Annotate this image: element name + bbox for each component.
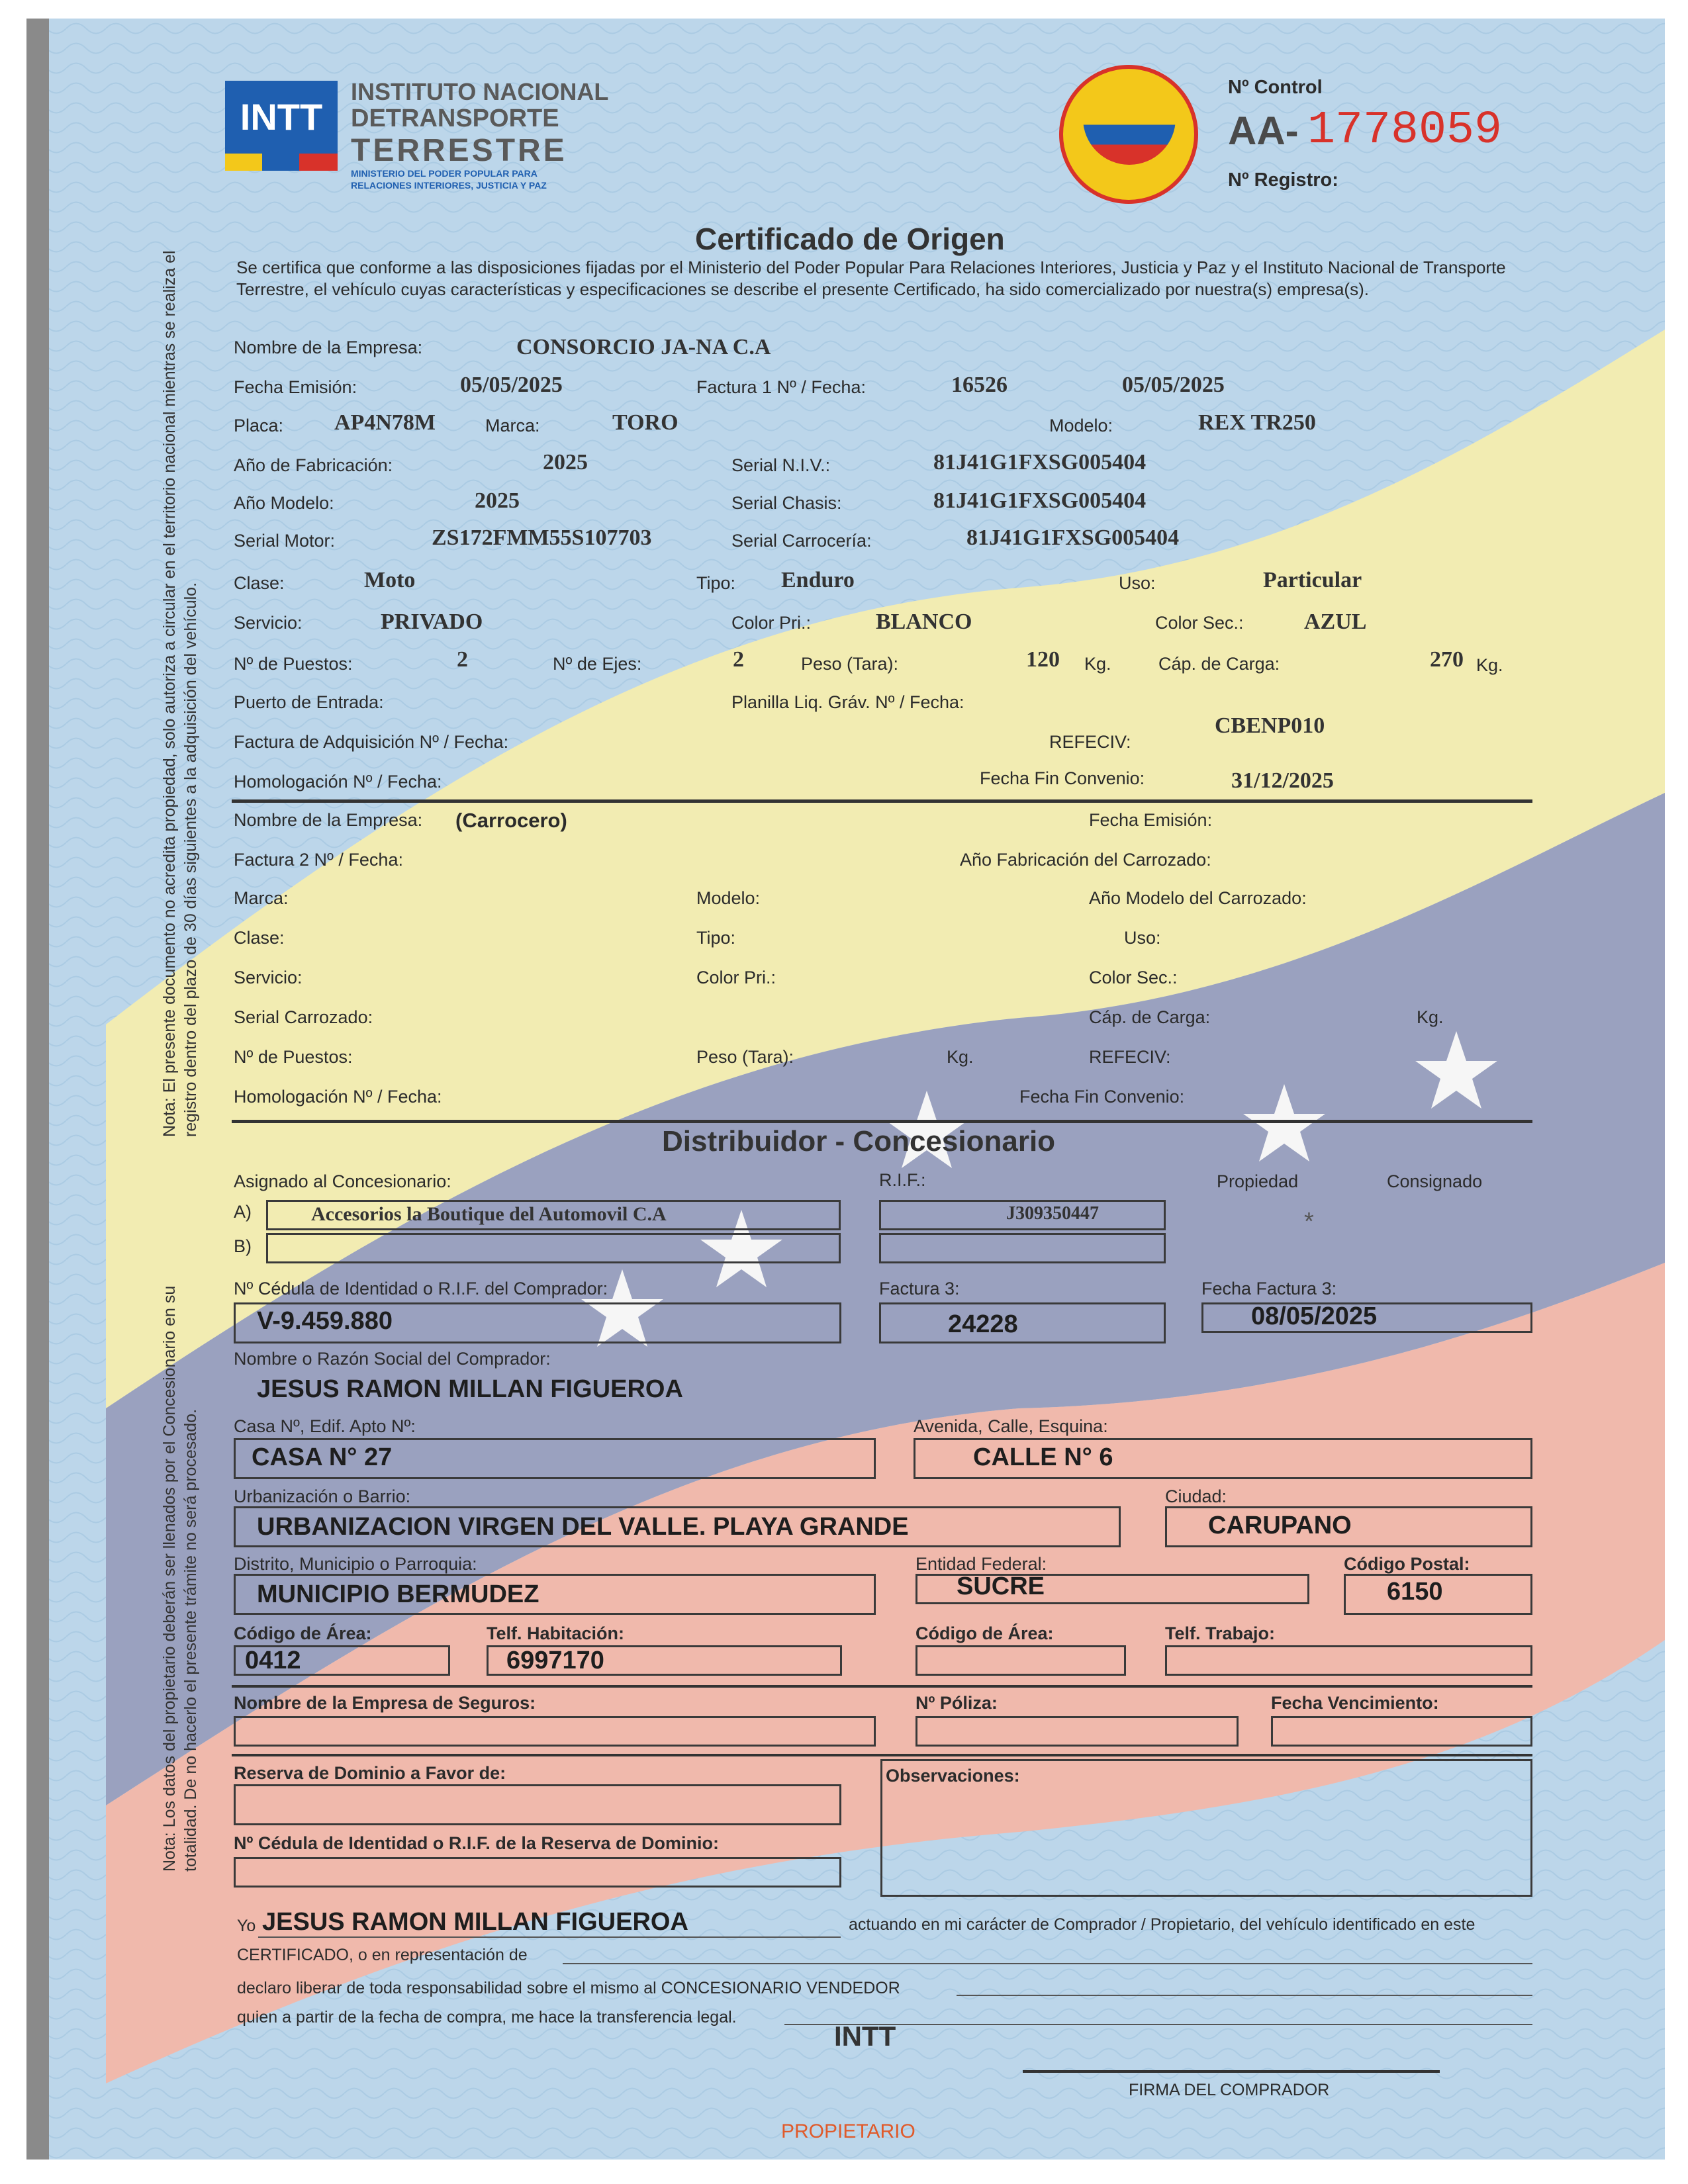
carrocero-fecha-emision-label: Fecha Emisión:: [1089, 810, 1213, 830]
control-prefix: AA-: [1228, 109, 1299, 153]
casa-value: CASA N° 27: [252, 1443, 393, 1471]
dealer-a-propiedad-mark: *: [1304, 1208, 1314, 1236]
decl-line3: declaro liberar de toda responsabilidad sobre el mismo al CONCESIONARIO VENDEDOR: [237, 1979, 900, 1997]
placa-label: Placa:: [234, 416, 284, 435]
marca-label: Marca:: [485, 416, 540, 435]
carrocero-empresa-label: Nombre de la Empresa:: [234, 810, 423, 830]
intro-text: Se certifica que conforme a las disposiciones fijadas por el Ministerio del Poder Popular Para Relaciones Interiores, Justicia y Paz y el Instituto Nacional de Transporte Terrestre, el vehículo cuyas características y especificaciones se describe el presente Certificado, ha sido comercializado por nuestra(s) empresa(s).: [236, 257, 1506, 299]
carrocero-clase-label: Clase:: [234, 928, 285, 948]
decl-line2-rule: [563, 1963, 1532, 1964]
serial-niv-value: 81J41G1FXSG005404: [933, 450, 1147, 475]
color-sec-label: Color Sec.:: [1155, 613, 1244, 633]
planilla-label: Planilla Liq. Gráv. Nº / Fecha:: [731, 692, 964, 712]
color-pri-label: Color Pri.:: [731, 613, 812, 633]
cap-carga-label: Cáp. de Carga:: [1158, 654, 1280, 674]
distrito-value: MUNICIPIO BERMUDEZ: [257, 1580, 539, 1608]
carrocero-fecha-fin-label: Fecha Fin Convenio:: [1019, 1087, 1185, 1107]
area2-label: Código de Área:: [915, 1623, 1054, 1643]
serial-chasis-value: 81J41G1FXSG005404: [933, 488, 1147, 513]
telf-trabajo-label: Telf. Trabajo:: [1165, 1623, 1276, 1643]
decl-intt: INTT: [834, 2021, 896, 2052]
asignado-label: Asignado al Concesionario:: [234, 1171, 451, 1191]
carrocero-servicio-label: Servicio:: [234, 968, 303, 987]
carrocero-anio-modelo-label: Año Modelo del Carrozado:: [1089, 888, 1307, 908]
dealer-a-name: Accesorios la Boutique del Automovil C.A: [311, 1203, 667, 1225]
area1-value: 0412: [245, 1647, 301, 1674]
dealer-section-title: Distribuidor - Concesionario: [662, 1125, 1056, 1158]
carrocero-cap-carga-label: Cáp. de Carga:: [1089, 1007, 1211, 1027]
copy-label: PROPIETARIO: [781, 2120, 915, 2142]
serial-carroceria-value: 81J41G1FXSG005404: [966, 525, 1180, 550]
urbanizacion-label: Urbanización o Barrio:: [234, 1486, 411, 1506]
reserva-label: Reserva de Dominio a Favor de:: [234, 1763, 506, 1783]
uso-value: Particular: [1263, 568, 1362, 592]
row-b-label: B): [234, 1236, 252, 1256]
observaciones-label: Observaciones:: [886, 1766, 1020, 1786]
puestos-value: 2: [457, 647, 468, 672]
distrito-label: Distrito, Municipio o Parroquia:: [234, 1554, 477, 1574]
divider-vehicle: [232, 799, 1532, 803]
ministry-seal: [1059, 65, 1198, 204]
propiedad-label: Propiedad: [1217, 1171, 1299, 1191]
factura1-fecha: 05/05/2025: [1122, 373, 1225, 397]
refeciv-value: CBENP010: [1215, 713, 1325, 738]
telf-hab-label: Telf. Habitación:: [487, 1623, 625, 1643]
document-title: Certificado de Origen: [695, 222, 1005, 256]
cap-carga-kg: Kg.: [1476, 655, 1503, 675]
postal-value: 6150: [1387, 1578, 1443, 1606]
dealer-b-name-box[interactable]: [266, 1233, 841, 1263]
avenida-value: CALLE N° 6: [973, 1443, 1113, 1471]
peso-kg: Kg.: [1084, 654, 1111, 674]
poliza-box[interactable]: [915, 1716, 1239, 1747]
institute-line1: INSTITUTO NACIONAL: [351, 78, 609, 105]
intt-logo: [225, 74, 609, 193]
carrocero-serial-label: Serial Carrozado:: [234, 1007, 373, 1027]
carrocero-cap-kg: Kg.: [1417, 1007, 1444, 1027]
area1-label: Código de Área:: [234, 1623, 372, 1643]
factura3-box[interactable]: [879, 1302, 1166, 1343]
anio-modelo-value: 2025: [475, 488, 520, 513]
reserva-cedula-label: Nº Cédula de Identidad o R.I.F. de la Reserva de Dominio:: [234, 1833, 719, 1853]
carrocero-tipo-label: Tipo:: [696, 928, 736, 948]
fecha-factura3-value: 08/05/2025: [1251, 1302, 1378, 1330]
color-sec-value: AZUL: [1304, 610, 1367, 634]
row-a-label: A): [234, 1202, 252, 1222]
side-note-top: Nota: El presente documento no acredita propiedad, solo autoriza a circular en el territorio nacional mientras se realiza el registro dentro del plazo de 30 días siguientes a la adquisición del vehículo.: [160, 250, 200, 1137]
carrocero-anio-fab-label: Año Fabricación del Carrozado:: [960, 850, 1211, 870]
decl-line1-end: actuando en mi carácter de Comprador / Propietario, del vehículo identificado en este: [849, 1915, 1476, 1934]
firma-label: FIRMA DEL COMPRADOR: [1129, 2081, 1330, 2099]
serial-carroceria-label: Serial Carrocería:: [731, 531, 872, 551]
carrocero-hint: (Carrocero): [455, 809, 567, 832]
cedula-value: V-9.459.880: [257, 1307, 393, 1335]
signature-line: [1023, 2070, 1440, 2073]
ciudad-label: Ciudad:: [1165, 1486, 1227, 1506]
entidad-label: Entidad Federal:: [915, 1554, 1047, 1574]
carrocero-color-sec-label: Color Sec.:: [1089, 968, 1178, 987]
dealer-a-rif: J309350447: [1006, 1203, 1099, 1224]
consignado-label: Consignado: [1387, 1171, 1483, 1191]
institute-line3: TERRESTRE: [351, 133, 567, 168]
serial-motor-value: ZS172FMM55S107703: [432, 525, 652, 550]
factura3-value: 24228: [948, 1310, 1018, 1338]
institute-line2: DETRANSPORTE: [351, 105, 559, 132]
factura1-label: Factura 1 Nº / Fecha:: [696, 377, 866, 397]
marca-value: TORO: [612, 410, 679, 435]
servicio-label: Servicio:: [234, 613, 303, 633]
fecha-emision-label: Fecha Emisión:: [234, 377, 357, 397]
urbanizacion-value: URBANIZACION VIRGEN DEL VALLE. PLAYA GRANDE: [257, 1513, 909, 1541]
serial-chasis-label: Serial Chasis:: [731, 493, 842, 513]
carrocero-peso-kg: Kg.: [947, 1047, 974, 1067]
carrocero-marca-label: Marca:: [234, 888, 289, 908]
modelo-value: REX TR250: [1198, 410, 1316, 435]
nombre-label: Nombre o Razón Social del Comprador:: [234, 1349, 551, 1369]
carrocero-uso-label: Uso:: [1124, 928, 1161, 948]
certificate-paper: [26, 19, 1665, 2160]
empresa-value: CONSORCIO JA-NA C.A: [516, 335, 771, 359]
anio-modelo-label: Año Modelo:: [234, 493, 334, 513]
casa-label: Casa Nº, Edif. Apto Nº:: [234, 1416, 416, 1436]
decl-yo: Yo: [237, 1917, 256, 1935]
vencimiento-box[interactable]: [1271, 1716, 1532, 1747]
logo-flag-stripe: [225, 154, 338, 171]
registro-label: Nº Registro:: [1228, 169, 1338, 191]
cedula-label: Nº Cédula de Identidad o R.I.F. del Comprador:: [234, 1279, 608, 1298]
factura2-label: Factura 2 Nº / Fecha:: [234, 850, 403, 870]
area2-box[interactable]: [915, 1645, 1126, 1676]
factura-adq-label: Factura de Adquisición Nº / Fecha:: [234, 732, 509, 752]
uso-label: Uso:: [1119, 573, 1156, 593]
decl-line3-rule: [957, 1995, 1532, 1996]
ministry-line2: RELACIONES INTERIORES, JUSTICIA Y PAZ: [351, 180, 547, 191]
reserva-box[interactable]: [234, 1784, 841, 1825]
vencimiento-label: Fecha Vencimiento:: [1271, 1693, 1439, 1713]
color-pri-value: BLANCO: [876, 610, 972, 634]
intt-badge: INTT: [225, 81, 338, 154]
tipo-value: Enduro: [781, 568, 855, 592]
anio-fab-value: 2025: [543, 450, 588, 475]
anio-fab-label: Año de Fabricación:: [234, 455, 393, 475]
factura1-num: 16526: [951, 373, 1008, 397]
divider-carrocero: [232, 1120, 1532, 1123]
seguros-box[interactable]: [234, 1716, 876, 1747]
homologacion-label: Homologación Nº / Fecha:: [234, 772, 442, 792]
telf-hab-value: 6997170: [506, 1647, 604, 1674]
carrocero-peso-label: Peso (Tara):: [696, 1047, 794, 1067]
decl-name-line: [258, 1936, 841, 1938]
puerto-label: Puerto de Entrada:: [234, 692, 384, 712]
clase-value: Moto: [364, 568, 416, 592]
fecha-fin-value: 31/12/2025: [1231, 768, 1334, 793]
empresa-label: Nombre de la Empresa:: [234, 338, 423, 357]
carrocero-modelo-label: Modelo:: [696, 888, 761, 908]
serial-niv-label: Serial N.I.V.:: [731, 455, 831, 475]
factura3-label: Factura 3:: [879, 1279, 960, 1298]
rif-label: R.I.F.:: [879, 1170, 926, 1190]
divider-seguros: [232, 1754, 1532, 1756]
refeciv-label: REFECIV:: [1049, 732, 1131, 752]
decl-line4-rule: [784, 2024, 1532, 2025]
clase-label: Clase:: [234, 573, 285, 593]
modelo-label: Modelo:: [1049, 416, 1113, 435]
puestos-label: Nº de Puestos:: [234, 654, 353, 674]
tipo-label: Tipo:: [696, 573, 736, 593]
fecha-factura3-label: Fecha Factura 3:: [1201, 1279, 1337, 1298]
carrocero-homologacion-label: Homologación Nº / Fecha:: [234, 1087, 442, 1107]
decl-line4: quien a partir de la fecha de compra, me hace la transferencia legal.: [237, 2008, 737, 2026]
control-number: 1778059: [1307, 105, 1503, 157]
reserva-cedula-box[interactable]: [234, 1857, 841, 1888]
peso-label: Peso (Tara):: [801, 654, 899, 674]
postal-label: Código Postal:: [1344, 1554, 1470, 1574]
decl-line2: CERTIFICADO, o en representación de: [237, 1946, 528, 1964]
ciudad-value: CARUPANO: [1208, 1512, 1352, 1539]
side-note-bottom: Nota: Los datos del propietario deberán ser llenados por el Concesionario en su totalidad. De no hacerlo el presente trámite no será procesado.: [160, 1285, 200, 1872]
serial-motor-label: Serial Motor:: [234, 531, 336, 551]
decl-nombre: JESUS RAMON MILLAN FIGUEROA: [262, 1908, 688, 1936]
poliza-label: Nº Póliza:: [915, 1693, 998, 1713]
fecha-fin-label: Fecha Fin Convenio:: [980, 768, 1145, 788]
control-label: Nº Control: [1228, 77, 1323, 98]
carrocero-color-pri-label: Color Pri.:: [696, 968, 776, 987]
ministry-line1: MINISTERIO DEL PODER POPULAR PARA: [351, 168, 538, 179]
entidad-value: SUCRE: [957, 1572, 1045, 1600]
carrocero-puestos-label: Nº de Puestos:: [234, 1047, 353, 1067]
ejes-label: Nº de Ejes:: [553, 654, 642, 674]
nombre-value: JESUS RAMON MILLAN FIGUEROA: [257, 1375, 683, 1403]
servicio-value: PRIVADO: [381, 610, 483, 634]
peso-value: 120: [1026, 647, 1060, 672]
carrocero-refeciv-label: REFECIV:: [1089, 1047, 1171, 1067]
avenida-label: Avenida, Calle, Esquina:: [914, 1416, 1108, 1436]
fecha-emision-value: 05/05/2025: [460, 373, 563, 397]
placa-value: AP4N78M: [334, 410, 436, 435]
seguros-label: Nombre de la Empresa de Seguros:: [234, 1693, 536, 1713]
dealer-b-rif-box[interactable]: [879, 1233, 1166, 1263]
divider-buyer: [232, 1685, 1532, 1688]
cap-carga-value: 270: [1430, 647, 1464, 672]
ejes-value: 2: [733, 647, 744, 672]
telf-trabajo-box[interactable]: [1165, 1645, 1532, 1676]
